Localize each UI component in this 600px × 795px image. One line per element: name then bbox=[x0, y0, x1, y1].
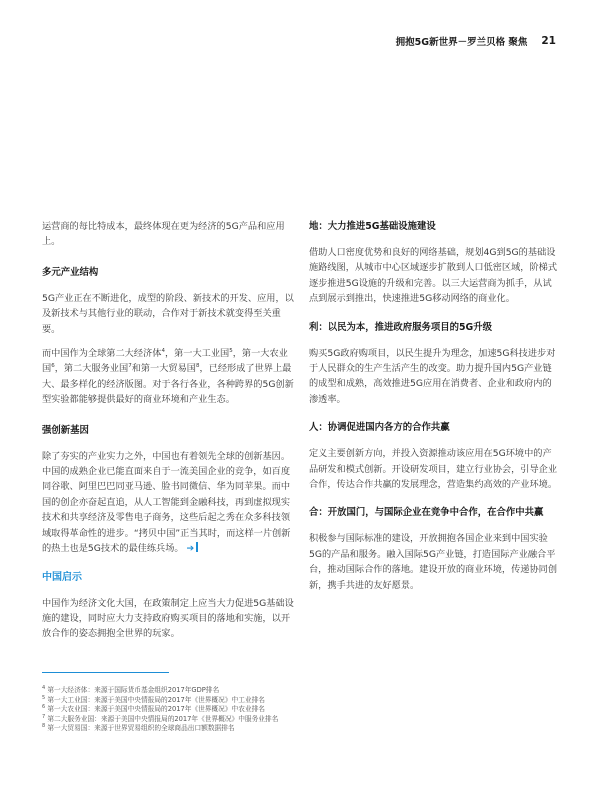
footnote-text: 第一大工业国：来源于美国中央情报局的2017年《世界概况》中工业排名 bbox=[47, 695, 265, 704]
text-segment: ，第一大农业国 bbox=[42, 348, 288, 375]
footnote-number: 4 bbox=[42, 684, 46, 691]
footnote-number: 6 bbox=[42, 703, 46, 710]
domestic-cooperation-paragraph: 定义主要创新方向，并投入资源推动该应用在5G环境中的产品研发和模式创新。开设研发项目，建立行业协会，引导企业合作，传达合作共赢的发展理念，营造集约高效的产业环境。 bbox=[309, 448, 558, 491]
china-insights-paragraph: 中国作为经济文化大国，在政策制定上应当大力促进5G基础设施的建设，同时应大力支持政府购买项目的落地和实施，以开放合作的姿态拥抱全世界的玩家。 bbox=[42, 597, 294, 640]
running-title: 拥抱5G新世界－罗兰贝格 聚焦 bbox=[395, 37, 528, 48]
intro-paragraph: 运营商的每比特成本，最终体现在更为经济的5G产品和应用上。 bbox=[42, 221, 285, 248]
page-header bbox=[396, 34, 556, 48]
heading-domestic-cooperation: 人：协调促进国内各方的合作共赢 bbox=[309, 422, 450, 434]
heading-international-cooperation: 合：开放国门，与国际企业在竞争中合作，在合作中共赢 bbox=[309, 507, 544, 519]
footnote-item bbox=[42, 696, 278, 706]
industry-paragraph-1: 5G产业正在不断进化，成型的阶段、新技术的开发、应用，以及新技术与其他行业的联动，合作对于新技术就变得至关重要。 bbox=[42, 292, 294, 335]
text-segment: ，第一大工业国 bbox=[164, 348, 230, 360]
footnote-item bbox=[42, 686, 278, 696]
footnote-text: 第二大服务业国：来源于美国中央情报局的2017年《世界概况》中服务业排名 bbox=[47, 714, 279, 723]
page-number: 21 bbox=[541, 35, 556, 47]
government-services-paragraph: 购买5G政府购项目，以民生提升为理念，加速5G科技进步对于人民群众的生产生活产生的改变。助力提升国内5G产业链的成型和成熟，高效推进5G应用在消费者、企业和政府内的渗透率。 bbox=[309, 347, 556, 405]
footnote-ref: 6 bbox=[51, 363, 55, 370]
section-heading-industry: 多元产业结构 bbox=[42, 266, 99, 278]
section-heading-innovation: 强创新基因 bbox=[42, 424, 89, 436]
heading-government-services: 利：以民为本，推进政府服务项目的5G升级 bbox=[309, 321, 492, 333]
footnote-ref: 7 bbox=[128, 363, 132, 370]
footnote-ref: 5 bbox=[229, 347, 233, 354]
left-column bbox=[42, 219, 297, 642]
footnote-text: 第一大经济体：来源于国际货币基金组织2017年GDP排名 bbox=[47, 686, 220, 694]
footnote-text: 第一大农业国：来源于美国中央情报局的2017年《世界概况》中农业排名 bbox=[47, 705, 265, 714]
footnote-item bbox=[42, 705, 278, 715]
footnote-text: 第一大贸易国：来源于世界贸易组织的全球商品出口额数据排名 bbox=[47, 724, 235, 733]
text-segment: ，已经形成了世界上最大、最多样化的经济版图。对于各行各业，各种跨界的5G创新型实验都能够提供最好的商业环境和产业生态。 bbox=[42, 363, 294, 406]
heading-infrastructure: 地：大力推进5G基础设施建设 bbox=[309, 221, 436, 232]
end-marker-icon bbox=[196, 542, 198, 552]
text-segment: 和第一大贸易国 bbox=[131, 363, 196, 375]
footnote-number: 5 bbox=[42, 694, 46, 701]
footnote-ref: 8 bbox=[196, 363, 200, 370]
international-cooperation-paragraph: 积极参与国际标准的建设，开放拥抱各国企业来到中国实验5G的产品和服务。融入国际5G产业链，打造国际产业融合平台，推动国际合作的落地。建设开放的商业环境，传递协同创新，携手共进的友好愿景。 bbox=[309, 533, 558, 591]
right-column bbox=[309, 219, 558, 593]
innovation-paragraph bbox=[42, 449, 297, 557]
text-segment: 而中国作为全球第二大经济体 bbox=[42, 348, 162, 360]
infrastructure-paragraph: 借助人口密度优势和良好的网络基础，规划4G到5G的基础设施路线图，从城市中心区域逐步扩散到人口低密区域，阶梯式逐步推进5G设施的升级和完善。以三大运营商为抓手，从试点到展示到推出，快速推进5G移动网络的商业化。 bbox=[309, 247, 558, 305]
industry-paragraph-2 bbox=[42, 346, 297, 408]
footnote-ref: 4 bbox=[161, 347, 165, 354]
text-segment: ，第二大服务业国 bbox=[54, 363, 129, 375]
footnote-divider bbox=[42, 672, 169, 673]
arrow-right-icon: ➔ bbox=[186, 543, 195, 555]
footnote-number: 8 bbox=[42, 723, 46, 730]
section-heading-china-insights: 中国启示 bbox=[42, 571, 82, 583]
footnote-item bbox=[42, 715, 278, 725]
footnote-item bbox=[42, 724, 278, 734]
footnotes bbox=[42, 686, 278, 734]
text-segment: 除了夯实的产业实力之外，中国也有着领先全球的创新基因。中国的成熟企业已能直面来自于一流美国企业的竞争，如百度同谷歌、阿里巴巴同亚马逊、脸书同微信、华为同苹果。而中国的创企亦奋起直追，从人工智能到金融科技，再到虚拟现实技术和共享经济及零售电子商务，这些后起之秀在众多科技领域取得革命性的进步。“拷贝中国”正当其时，而这样一片创新的热土也是5G技术的最佳练兵场。 bbox=[42, 450, 291, 555]
footnote-number: 7 bbox=[42, 713, 46, 720]
